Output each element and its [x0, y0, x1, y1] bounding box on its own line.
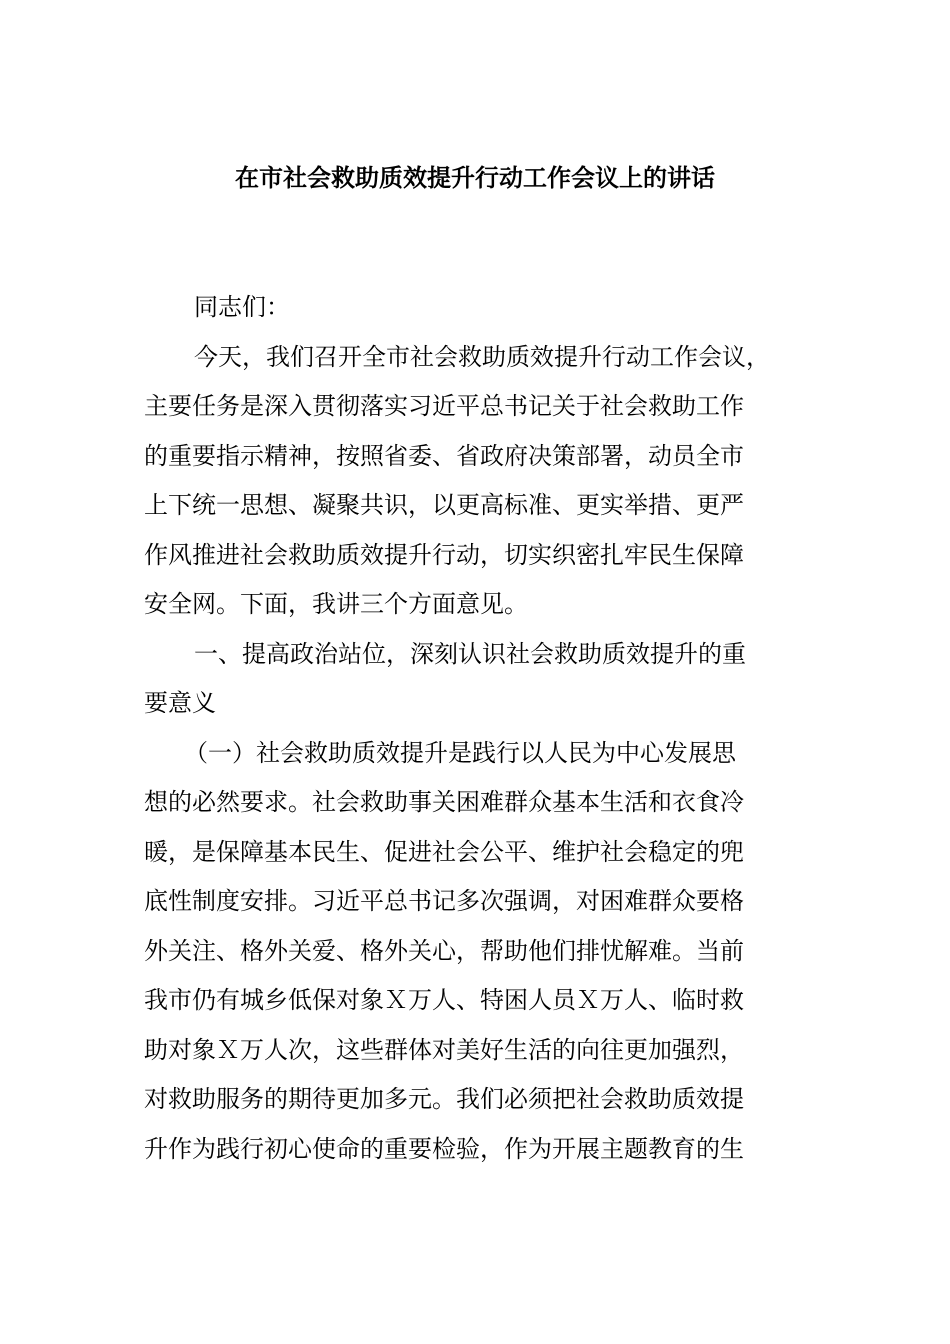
paragraph-line: 想的必然要求。社会救助事关困难群众基本生活和衣食冷 — [144, 788, 744, 816]
paragraph-line: 外关注、格外关爱、格外关心，帮助他们排忧解难。当前 — [144, 936, 744, 965]
paragraph-line: 今天，我们召开全市社会救助质效提升行动工作会议， — [194, 342, 770, 371]
section-heading-line: 要意义 — [144, 689, 216, 717]
paragraph-line: 对救助服务的期待更加多元。我们必须把社会救助质效提 — [144, 1085, 744, 1113]
paragraph-line: 助对象Ｘ万人次，这些群体对美好生活的向往更加强烈， — [144, 1035, 744, 1064]
paragraph-line: 的重要指示精神，按照省委、省政府决策部署，动员全市 — [144, 441, 744, 470]
document-title: 在市社会救助质效提升行动工作会议上的讲话 — [235, 164, 715, 192]
paragraph-line: 升作为践行初心使命的重要检验，作为开展主题教育的生 — [144, 1134, 744, 1163]
paragraph-line: 作风推进社会救助质效提升行动，切实织密扎牢民生保障 — [144, 540, 744, 569]
paragraph-line: 暖，是保障基本民生、促进社会公平、维护社会稳定的兜 — [144, 837, 744, 866]
paragraph-line: 主要任务是深入贯彻落实习近平总书记关于社会救助工作 — [144, 392, 744, 420]
paragraph-line: 底性制度安排。习近平总书记多次强调，对困难群众要格 — [144, 887, 744, 915]
subsection-line: （一）社会救助质效提升是践行以人民为中心发展思 — [184, 738, 736, 767]
section-heading-line: 一、提高政治站位，深刻认识社会救助质效提升的重 — [194, 639, 746, 668]
paragraph-line: 上下统一思想、凝聚共识，以更高标准、更实举措、更严 — [144, 491, 744, 519]
document-body — [144, 283, 824, 1174]
salutation-line: 同志们： — [194, 293, 290, 321]
paragraph-line: 安全网。下面，我讲三个方面意见。 — [144, 590, 528, 618]
paragraph-line: 我市仍有城乡低保对象Ｘ万人、特困人员Ｘ万人、临时救 — [144, 986, 744, 1014]
